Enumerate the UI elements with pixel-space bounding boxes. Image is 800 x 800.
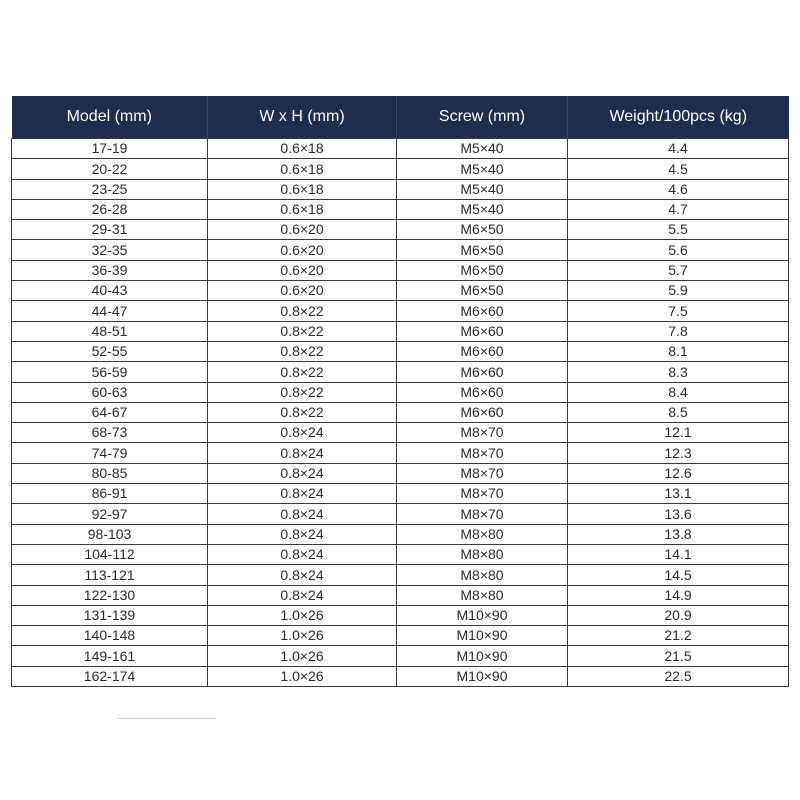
cell-model: 52-55 — [12, 341, 208, 361]
cell-weight: 4.5 — [568, 159, 789, 179]
cell-width-height: 0.8×22 — [208, 301, 397, 321]
cell-model: 60-63 — [12, 382, 208, 402]
header-model: Model (mm) — [12, 96, 208, 139]
table-row — [12, 179, 789, 199]
cell-width-height: 0.8×22 — [208, 402, 397, 422]
cell-width-height: 0.8×24 — [208, 423, 397, 443]
cell-width-height: 0.8×22 — [208, 362, 397, 382]
table-header — [12, 96, 789, 139]
cell-model: 32-35 — [12, 240, 208, 260]
cell-screw: M10×90 — [397, 646, 568, 666]
cell-weight: 4.4 — [568, 139, 789, 159]
cell-screw: M6×50 — [397, 281, 568, 301]
cell-weight: 5.7 — [568, 260, 789, 280]
cell-model: 68-73 — [12, 423, 208, 443]
cell-weight: 21.2 — [568, 626, 789, 646]
cell-model: 86-91 — [12, 484, 208, 504]
cell-weight: 14.1 — [568, 544, 789, 564]
cell-width-height: 0.6×18 — [208, 139, 397, 159]
cell-screw: M6×50 — [397, 220, 568, 240]
cell-width-height: 0.8×24 — [208, 463, 397, 483]
table-row — [12, 626, 789, 646]
cell-width-height: 0.6×18 — [208, 179, 397, 199]
cell-weight: 5.6 — [568, 240, 789, 260]
table-row — [12, 301, 789, 321]
cell-weight: 12.3 — [568, 443, 789, 463]
cell-screw: M10×90 — [397, 666, 568, 686]
table-row — [12, 321, 789, 341]
cell-model: 17-19 — [12, 139, 208, 159]
cell-screw: M5×40 — [397, 139, 568, 159]
table-row — [12, 605, 789, 625]
cell-weight: 4.6 — [568, 179, 789, 199]
cell-screw: M5×40 — [397, 159, 568, 179]
cell-width-height: 0.8×24 — [208, 585, 397, 605]
cell-weight: 14.5 — [568, 565, 789, 585]
cell-width-height: 0.8×24 — [208, 524, 397, 544]
cell-width-height: 0.8×22 — [208, 341, 397, 361]
cell-screw: M8×70 — [397, 484, 568, 504]
spec-table — [11, 96, 789, 687]
cell-model: 44-47 — [12, 301, 208, 321]
cell-model: 23-25 — [12, 179, 208, 199]
cell-screw: M6×50 — [397, 240, 568, 260]
cell-weight: 8.4 — [568, 382, 789, 402]
table-row — [12, 220, 789, 240]
cell-weight: 14.9 — [568, 585, 789, 605]
table-row — [12, 341, 789, 361]
cell-screw: M8×70 — [397, 463, 568, 483]
table-row — [12, 484, 789, 504]
cell-screw: M6×60 — [397, 382, 568, 402]
table-row — [12, 504, 789, 524]
cell-weight: 13.8 — [568, 524, 789, 544]
cell-screw: M10×90 — [397, 626, 568, 646]
cell-weight: 13.1 — [568, 484, 789, 504]
table-row — [12, 646, 789, 666]
cell-width-height: 1.0×26 — [208, 626, 397, 646]
table-row — [12, 423, 789, 443]
spec-sheet — [11, 96, 788, 687]
cell-width-height: 0.8×24 — [208, 484, 397, 504]
cell-weight: 22.5 — [568, 666, 789, 686]
cell-screw: M8×70 — [397, 504, 568, 524]
cell-width-height: 1.0×26 — [208, 666, 397, 686]
cell-weight: 8.5 — [568, 402, 789, 422]
cell-model: 98-103 — [12, 524, 208, 544]
table-row — [12, 281, 789, 301]
table-row — [12, 382, 789, 402]
cell-model: 104-112 — [12, 544, 208, 564]
cell-weight: 7.8 — [568, 321, 789, 341]
cell-width-height: 0.6×18 — [208, 159, 397, 179]
cell-model: 149-161 — [12, 646, 208, 666]
cell-screw: M6×50 — [397, 260, 568, 280]
cell-screw: M10×90 — [397, 605, 568, 625]
cell-weight: 21.5 — [568, 646, 789, 666]
cell-model: 122-130 — [12, 585, 208, 605]
cell-model: 113-121 — [12, 565, 208, 585]
cell-weight: 7.5 — [568, 301, 789, 321]
cell-model: 36-39 — [12, 260, 208, 280]
table-row — [12, 544, 789, 564]
cell-model: 29-31 — [12, 220, 208, 240]
cell-model: 92-97 — [12, 504, 208, 524]
table-row — [12, 666, 789, 686]
cell-model: 64-67 — [12, 402, 208, 422]
cell-screw: M8×70 — [397, 423, 568, 443]
header-screw: Screw (mm) — [397, 96, 568, 139]
table-row — [12, 260, 789, 280]
cell-model: 140-148 — [12, 626, 208, 646]
cell-model: 40-43 — [12, 281, 208, 301]
cell-width-height: 0.6×20 — [208, 220, 397, 240]
cell-width-height: 1.0×26 — [208, 646, 397, 666]
cell-model: 20-22 — [12, 159, 208, 179]
cell-screw: M6×60 — [397, 341, 568, 361]
cell-weight: 13.6 — [568, 504, 789, 524]
cell-weight: 5.5 — [568, 220, 789, 240]
cell-weight: 5.9 — [568, 281, 789, 301]
cell-model: 131-139 — [12, 605, 208, 625]
cell-width-height: 0.8×24 — [208, 565, 397, 585]
cell-screw: M6×60 — [397, 402, 568, 422]
cell-model: 48-51 — [12, 321, 208, 341]
cell-width-height: 0.6×20 — [208, 260, 397, 280]
cell-screw: M8×70 — [397, 443, 568, 463]
cell-weight: 20.9 — [568, 605, 789, 625]
cell-width-height: 0.6×20 — [208, 281, 397, 301]
header-width-height: W x H (mm) — [208, 96, 397, 139]
footer-divider — [118, 718, 216, 719]
cell-width-height: 0.8×24 — [208, 443, 397, 463]
cell-screw: M6×60 — [397, 301, 568, 321]
table-row — [12, 240, 789, 260]
table-row — [12, 585, 789, 605]
table-body — [12, 139, 789, 687]
cell-screw: M5×40 — [397, 199, 568, 219]
cell-screw: M6×60 — [397, 321, 568, 341]
cell-screw: M5×40 — [397, 179, 568, 199]
table-row — [12, 139, 789, 159]
table-row — [12, 565, 789, 585]
cell-screw: M8×80 — [397, 565, 568, 585]
cell-width-height: 0.6×20 — [208, 240, 397, 260]
header-weight: Weight/100pcs (kg) — [568, 96, 789, 139]
cell-screw: M8×80 — [397, 524, 568, 544]
cell-width-height: 0.6×18 — [208, 199, 397, 219]
cell-weight: 12.1 — [568, 423, 789, 443]
cell-model: 56-59 — [12, 362, 208, 382]
table-row — [12, 362, 789, 382]
table-row — [12, 524, 789, 544]
cell-width-height: 1.0×26 — [208, 605, 397, 625]
cell-screw: M8×80 — [397, 585, 568, 605]
cell-weight: 8.3 — [568, 362, 789, 382]
cell-model: 80-85 — [12, 463, 208, 483]
cell-width-height: 0.8×22 — [208, 321, 397, 341]
header-row — [12, 96, 789, 139]
cell-weight: 4.7 — [568, 199, 789, 219]
cell-weight: 12.6 — [568, 463, 789, 483]
cell-screw: M8×80 — [397, 544, 568, 564]
cell-model: 74-79 — [12, 443, 208, 463]
table-row — [12, 159, 789, 179]
cell-width-height: 0.8×22 — [208, 382, 397, 402]
cell-model: 162-174 — [12, 666, 208, 686]
cell-model: 26-28 — [12, 199, 208, 219]
table-row — [12, 443, 789, 463]
table-row — [12, 463, 789, 483]
cell-width-height: 0.8×24 — [208, 504, 397, 524]
cell-width-height: 0.8×24 — [208, 544, 397, 564]
cell-weight: 8.1 — [568, 341, 789, 361]
table-row — [12, 402, 789, 422]
table-row — [12, 199, 789, 219]
cell-screw: M6×60 — [397, 362, 568, 382]
